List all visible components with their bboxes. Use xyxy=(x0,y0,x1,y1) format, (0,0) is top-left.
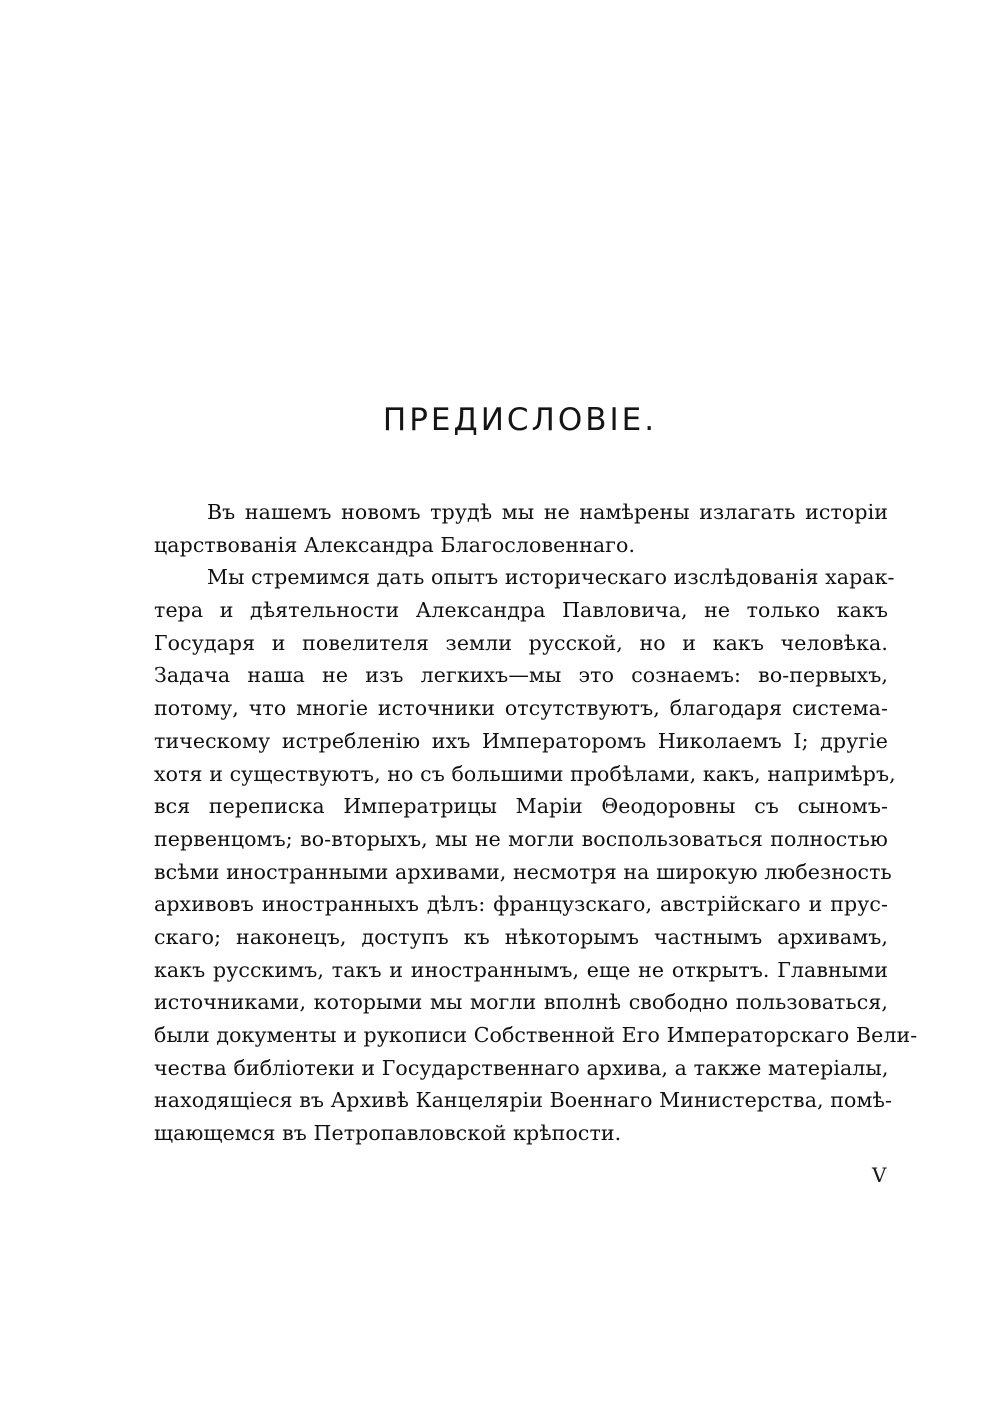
text-line: какъ русскимъ, такъ и иностраннымъ, еще не открытъ. Главными xyxy=(154,957,888,982)
text-line: были документы и рукописи Собственной Его Императорскаго Вели- xyxy=(154,1023,918,1047)
text-line: Задача наша не изъ легкихъ—мы это сознаемъ: во-первыхъ, xyxy=(154,663,888,688)
preface-text xyxy=(154,496,918,1150)
page-number: V xyxy=(872,1163,887,1187)
text-line: первенцомъ; во-вторыхъ, мы не могли воспользоваться полностью xyxy=(154,826,888,851)
text-line: источниками, которыми мы могли вполнѣ свободно пользоваться, xyxy=(154,990,888,1015)
text-line: щающемся въ Петропавловской крѣпости. xyxy=(154,1121,622,1146)
text-line: скаго; наконецъ, доступъ къ нѣкоторымъ частнымъ архивамъ, xyxy=(154,924,888,949)
text-line: потому, что многіе источники отсутствуютъ, благодаря система- xyxy=(154,696,888,721)
text-line: архивовъ иностранныхъ дѣлъ: французскаго, австрійскаго и прус- xyxy=(154,892,888,917)
text-line: тера и дѣятельности Александра Павловича, не только какъ xyxy=(154,598,888,623)
text-line: Мы стремимся дать опытъ историческаго изслѣдованія харак- xyxy=(207,565,895,590)
page-title: ПРЕДИСЛОВІЕ. xyxy=(382,402,658,438)
text-line: хотя и существуютъ, но съ большими пробѣлами, какъ, напримѣръ, xyxy=(154,761,896,786)
text-line: тическому истребленію ихъ Императоромъ Николаемъ I; другіе xyxy=(154,728,888,753)
text-line: всѣми иностранными архивами, несмотря на широкую любезность xyxy=(154,859,892,884)
text-line: находящіеся въ Архивѣ Канцеляріи Военнаго Министерства, помѣ- xyxy=(154,1088,892,1113)
text-line: Въ нашемъ новомъ трудѣ мы не намѣрены излагать исторіи xyxy=(207,500,888,524)
text-line: чества библіотеки и Государственнаго архива, а также матеріалы, xyxy=(154,1055,889,1080)
text-line: царствованія Александра Благословеннаго. xyxy=(154,532,636,557)
text-line: Государя и повелителя земли русской, но и какъ человѣка. xyxy=(154,630,888,655)
text-line: вся переписка Императрицы Маріи Θеодоровны съ сыномъ- xyxy=(154,794,888,819)
